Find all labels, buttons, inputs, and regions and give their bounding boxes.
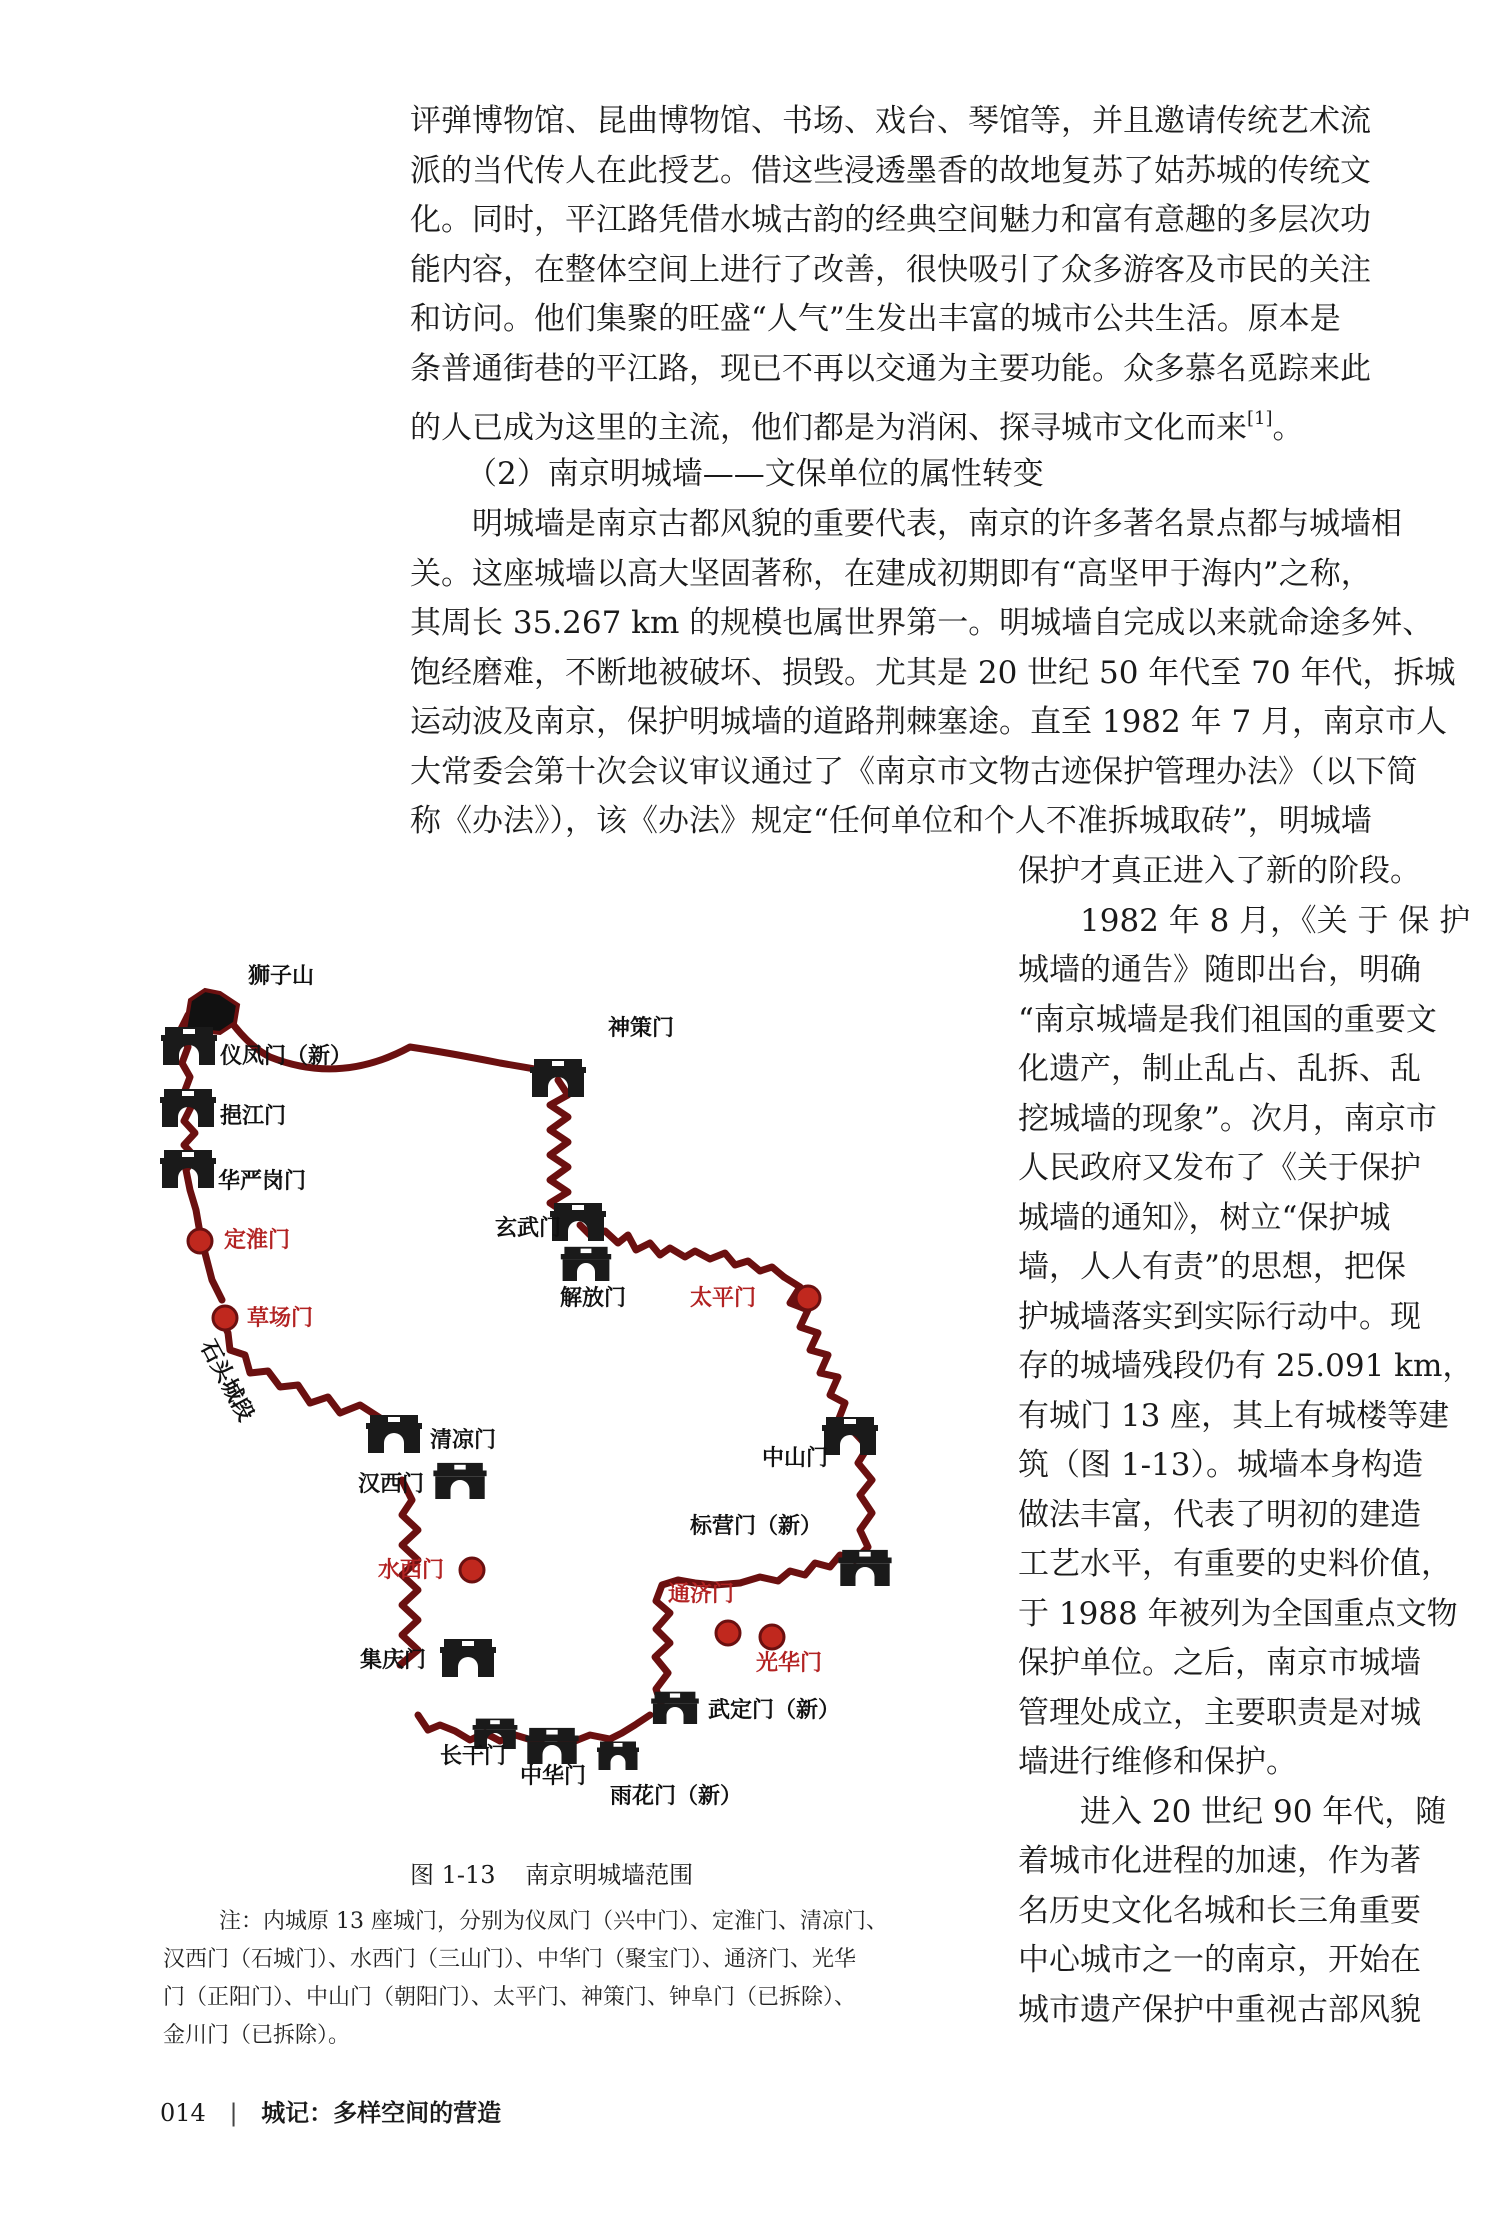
text-line: 饱经磨难，不断地被破坏、损毁。尤其是 20 世纪 50 年代至 70 年代，拆城 <box>410 654 1456 691</box>
text-line: 保护才真正进入了新的阶段。 <box>1018 853 1421 889</box>
text-line: 大常委会第十次会议审议通过了《南京市文物古迹保护管理办法》（以下简 <box>410 753 1418 790</box>
shizishan-hill-icon <box>185 990 238 1033</box>
gate-icon-hanximen <box>433 1463 486 1499</box>
page-footer <box>160 2093 501 2128</box>
label-shuiximen: 水西门 <box>378 1558 445 1583</box>
label-yifengmen: 仪凤门（新） <box>220 1044 353 1069</box>
text-line: 于 1988 年被列为全国重点文物 <box>1018 1595 1458 1632</box>
text-line: 运动波及南京，保护明城墙的道路荆棘塞途。直至 1982 年 7 月，南京市人 <box>410 704 1448 740</box>
guanghuamen-dot <box>760 1625 784 1649</box>
label-zhongshanmen: 中山门 <box>762 1446 829 1471</box>
book-title: 城记：多样空间的营造 <box>261 2099 502 2127</box>
label-qingliangmen: 清凉门 <box>430 1428 497 1453</box>
label-dinghuaimen: 定淮门 <box>224 1228 291 1253</box>
text-line: 着城市化进程的加速，作为著 <box>1018 1843 1421 1879</box>
caochangmen-dot <box>213 1306 237 1330</box>
text-line: 条普通街巷的平江路，现已不再以交通为主要功能。众多慕名觅踪来此 <box>410 350 1371 387</box>
text-line: 存的城墙残段仍有 25.091 km， <box>1018 1348 1474 1384</box>
label-shitoucheng: 石头城段 <box>194 1336 259 1426</box>
gate-icon-jiefangmen <box>561 1247 611 1281</box>
gate-icon-qingliangmen <box>366 1415 422 1453</box>
shuiximen-dot <box>460 1558 484 1582</box>
text-line: 其周长 35.267 km 的规模也属世界第一。明城墙自完成以来就命途多舛、 <box>410 605 1434 641</box>
figure-number: 图 1-13 <box>410 1861 496 1889</box>
gate-icon-jiqingmen <box>440 1639 496 1677</box>
text-line: 进入 20 世纪 90 年代，随 <box>1080 1793 1447 1830</box>
text-line: 做法丰富，代表了明初的建造 <box>1018 1496 1421 1533</box>
text-line: 关。这座城墙以高大坚固著称，在建成初期即有“高坚甲于海内”之称， <box>410 555 1372 592</box>
label-xuanwumen: 玄武门 <box>495 1216 562 1241</box>
label-jiqingmen: 集庆门 <box>360 1648 427 1673</box>
figure-caption <box>410 1855 693 1890</box>
ming-wall-paragraph <box>410 500 1470 847</box>
label-caochangmen: 草场门 <box>247 1306 314 1331</box>
gate-icon-wudingmen <box>651 1692 699 1724</box>
tongjimen-dot <box>716 1621 740 1645</box>
label-biaoyingmen: 标营门（新） <box>690 1514 823 1539</box>
text-line: “南京城墙是我们祖国的重要文 <box>1018 1001 1437 1038</box>
label-wudingmen: 武定门（新） <box>708 1698 841 1723</box>
label-yijiangmen: 挹江门 <box>220 1104 287 1129</box>
text-line: 称《办法》），该《办法》规定“任何单位和个人不准拆城取砖”，明城墙 <box>410 803 1372 839</box>
label-jiefangmen: 解放门 <box>560 1286 627 1311</box>
footer-separator: | <box>229 2099 238 2127</box>
text-line-last <box>410 394 1470 454</box>
label-changganmen: 长干门 <box>440 1744 507 1769</box>
page-number: 014 <box>160 2099 206 2127</box>
intro-paragraph <box>410 97 1470 454</box>
text-line: 化遗产，制止乱占、乱拆、乱 <box>1018 1051 1421 1087</box>
label-yuhuamen: 雨花门（新） <box>610 1784 743 1809</box>
label-shencemen: 神策门 <box>608 1016 675 1041</box>
text-line: 1982 年 8 月，《关 于 保 护 <box>1080 902 1471 939</box>
note-line: 金川门（已拆除）。 <box>163 2023 351 2048</box>
text-line: 筑（图 1-13）。城墙本身构造 <box>1018 1447 1423 1483</box>
label-tongjimen: 通济门 <box>668 1582 735 1607</box>
text-line: 名历史文化名城和长三角重要 <box>1018 1892 1421 1929</box>
text-fragment: 的人已成为这里的主流，他们都是为消闲、探寻城市文化而来 <box>410 410 1247 446</box>
note-line: 门（正阳门）、中山门（朝阳门）、太平门、神策门、钟阜门（已拆除）、 <box>163 1985 857 2010</box>
text-line: 评弹博物馆、昆曲博物馆、书场、戏台、琴馆等，并且邀请传统艺术流 <box>410 103 1371 139</box>
note-line: 汉西门（石城门）、水西门（三山门）、中华门（聚宝门）、通济门、光华 <box>163 1947 857 1972</box>
nanjing-city-wall-map <box>150 935 950 1825</box>
text-line: 工艺水平，有重要的史料价值， <box>1018 1546 1452 1582</box>
text-line: 保护单位。之后，南京市城墙 <box>1018 1645 1421 1681</box>
text-line: 挖城墙的现象”。次月，南京市 <box>1018 1100 1437 1137</box>
gate-icon-zhongshanmen <box>822 1417 878 1455</box>
text-line: 城市遗产保护中重视古部风貌 <box>1018 1991 1421 2028</box>
text-line: 派的当代传人在此授艺。借这些浸透墨香的故地复苏了姑苏城的传统文 <box>410 152 1371 189</box>
text-line: 护城墙落实到实际行动中。现 <box>1018 1298 1421 1335</box>
text-line: 和访问。他们集聚的旺盛“人气”生发出丰富的城市公共生活。原本是 <box>410 301 1341 337</box>
label-shizishan: 狮子山 <box>248 964 315 989</box>
text-line: 人民政府又发布了《关于保护 <box>1018 1150 1421 1186</box>
text-line: 明城墙是南京古都风貌的重要代表，南京的许多著名景点都与城墙相 <box>472 506 1402 542</box>
text-line: 中心城市之一的南京，开始在 <box>1018 1942 1421 1978</box>
dinghuaimen-dot <box>188 1229 212 1253</box>
gate-icon-zhonghuamen <box>525 1728 578 1764</box>
label-hanximen: 汉西门 <box>358 1472 425 1497</box>
text-line: 管理处成立，主要职责是对城 <box>1018 1694 1421 1731</box>
citation-reference[interactable]: [1] <box>1247 408 1273 429</box>
text-punct: 。 <box>1272 410 1304 446</box>
figure-title: 南京明城墙范围 <box>525 1861 694 1889</box>
text-line: 有城门 13 座，其上有城楼等建 <box>1018 1397 1450 1434</box>
text-line: 能内容，在整体空间上进行了改善，很快吸引了众多游客及市民的关注 <box>410 251 1371 288</box>
text-line: 城墙的通知》，树立“保护城 <box>1018 1199 1391 1236</box>
note-line: 注：内城原 13 座城门，分别为仪凤门（兴中门）、定淮门、清凉门、 <box>219 1909 888 1934</box>
section-heading: （2）南京明城墙——文保单位的属性转变 <box>466 456 1044 492</box>
text-line: 化。同时，平江路凭借水城古韵的经典空间魅力和富有意趣的多层次功 <box>410 202 1371 238</box>
label-zhonghuamen: 中华门 <box>520 1764 587 1789</box>
taipingmen-dot <box>796 1286 820 1310</box>
label-huayangangmen: 华严岗门 <box>218 1169 307 1194</box>
label-taipingmen: 太平门 <box>690 1286 757 1311</box>
text-line: 城墙的通告》随即出台，明确 <box>1018 952 1421 988</box>
text-line: 墙进行维修和保护。 <box>1018 1744 1297 1780</box>
text-line: 墙，人人有责”的思想，把保 <box>1018 1249 1406 1285</box>
right-column-paragraph-1 <box>1018 847 1474 2035</box>
label-guanghuamen: 光华门 <box>756 1651 823 1676</box>
gate-icon-yuhuamen <box>597 1742 639 1771</box>
gate-icon-biaoyingmen <box>838 1550 891 1586</box>
figure-note <box>163 1903 985 2055</box>
